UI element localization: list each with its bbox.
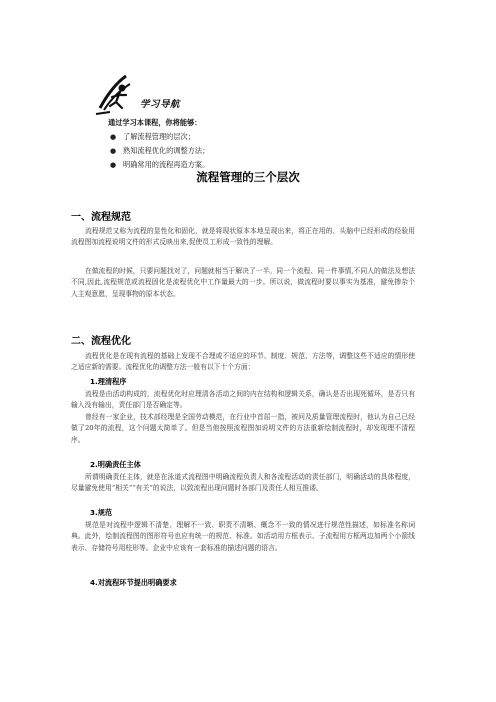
paragraph: 在做流程的时候，只要问题找对了，问题就相当于解决了一半。同一个流程、同一件事情,不同人的做法及想法不同,因此,流程规范或流程固化是流程优化中工作量最大的一步。所以说，做流程时要以事实为基准，避免掺杂个人主观意愿，呈现事物的原本状态。: [71, 267, 415, 298]
paragraph: 流程优化是在现有流程的基础上发现不合理或不适应的环节、制度、规范、方法等，调整这些不适应的情形使之适应新的需要。流程优化的调整方法一般有以下十个方面：: [71, 352, 415, 372]
goal-item: ● 明确常用的流程再造方案。: [110, 158, 209, 172]
paragraph: 所谓明确责任主体，就是在泳道式流程图中明确流程负责人和各流程活动的责任部门，明确活动的具体程度，尽量避免使用“相关”“有关”的说法，以致流程出现问题时各部门及责任人相互推诿。: [71, 473, 415, 493]
section-heading-norms: 一、流程规范: [71, 212, 131, 223]
paragraph: 曾经有一家企业，技术部经理是全国劳动模范，在行业中首屈一指，被问及质量管理流程时，他认为自己已经做了20年的流程，这个问题太简单了。但是当他按照流程图加说明文件的方法重新绘制流程时，却发现理不清程序。: [71, 413, 415, 444]
paragraph: 规范是对流程中逻辑不清楚、理解不一致、职责不清晰、概念不一致的情况进行规范性描述，如标准名称词典。此外，绘制流程图的图形符号也应有统一的规范、标准。如活动用方框表示、子流程用方框两边加两个小箭线表示、存储符号用柱形等。企业中应该有一套标准的描述问题的语言。: [71, 521, 415, 552]
bullet-icon: ●: [110, 161, 117, 169]
paragraph: 流程是由活动构成的，流程优化时应理清各活动之间的内在结构和逻辑关系，确认是否出现死循环，是否只有输入没有输出，责任部门是否确定等。: [71, 390, 415, 410]
goal-item: ● 熟知流程优化的调整方法；: [110, 144, 209, 158]
intro-text: 通过学习本课程，你将能够：: [108, 118, 202, 127]
subsection-heading: 4.对流程环节提出明确要求: [90, 578, 177, 587]
guide-title: 学习导航: [140, 99, 181, 110]
subsection-heading: 2.明确责任主体: [90, 460, 141, 469]
page-title: 流程管理的三个层次: [196, 170, 300, 184]
goals-list: [110, 130, 209, 172]
subsection-heading: 1.理清程序: [90, 377, 127, 386]
paragraph: 流程规范又称为流程的显性化和固化，就是将现状原本本地呈现出来，将正在用的、头脑中已经形成的经验用流程图加流程说明文件的形式反映出来,促使员工形成一致性的理解。: [71, 227, 415, 247]
bullet-icon: ●: [110, 147, 117, 155]
subsection-heading: 3.规范: [90, 508, 113, 517]
runner-icon: [92, 68, 136, 116]
bullet-icon: ●: [110, 133, 117, 141]
goal-item: ● 了解流程管理的层次；: [110, 130, 209, 144]
section-heading-optimization: 二、流程优化: [71, 336, 131, 347]
